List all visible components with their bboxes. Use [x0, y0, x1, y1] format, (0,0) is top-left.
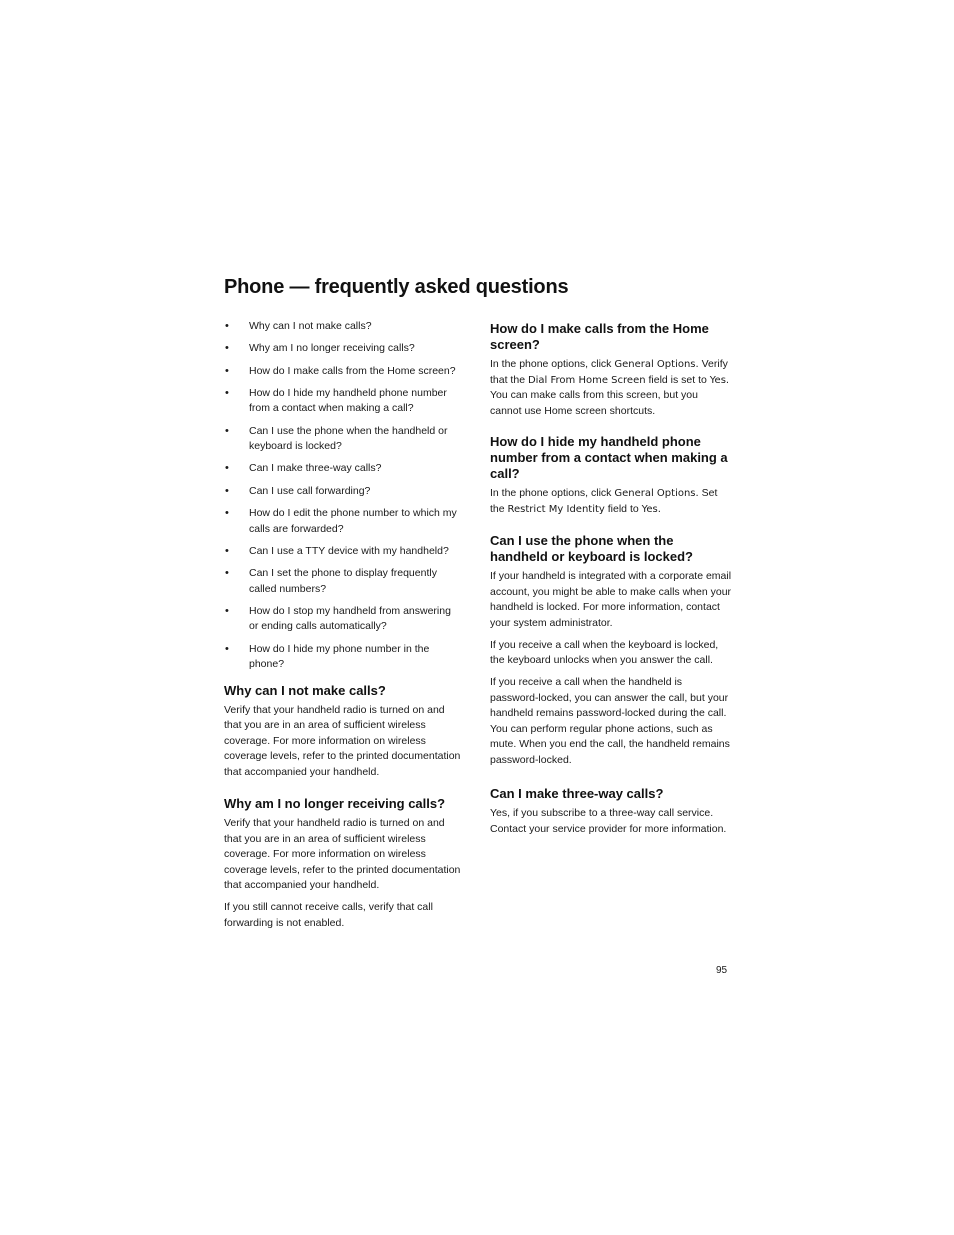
- question-text: Why can I not make calls?: [249, 320, 372, 332]
- section-paragraph: Verify that your handheld radio is turned on and that you are in an area of sufficient wireless coverage. For more information on wireless coverage levels, refer to the printed documentation that accompanied your handheld.: [224, 703, 461, 778]
- section-heading: Why can I not make calls?: [224, 682, 386, 698]
- list-item: [224, 506, 462, 537]
- list-item: [224, 566, 462, 597]
- section-heading: Can I use the phone when the handheld or keyboard is locked?: [490, 533, 693, 564]
- question-text: Can I use a TTY device with my handheld?: [249, 544, 449, 557]
- ui-term-general-options: General Options.: [614, 359, 699, 370]
- question-text: How do I edit the phone number to which my calls are forwarded?: [249, 507, 457, 535]
- question-text: How do I hide my phone number in the phone?: [249, 642, 430, 671]
- ui-term-restrict-my-identity: Restrict My Identity: [507, 503, 605, 515]
- paragraph-text: Verify that the: [490, 358, 728, 386]
- list-item: [224, 424, 462, 455]
- bullet-icon: •: [225, 462, 229, 475]
- list-item: [224, 386, 462, 417]
- bullet-icon: •: [225, 320, 229, 332]
- ui-term-yes: Yes.: [641, 503, 661, 515]
- section-paragraph: Verify that your handheld radio is turned on and that you are in an area of sufficient wireless coverage. For more information on wireless coverage levels, refer to the printed documentation that accompanied your handheld.: [224, 817, 461, 892]
- question-text: Can I use call forwarding?: [249, 484, 371, 497]
- list-item: [224, 604, 462, 635]
- section-hide-number-contact: [490, 434, 732, 517]
- bullet-icon: •: [225, 567, 229, 580]
- section-not-receiving-calls: [224, 796, 462, 931]
- bullet-icon: •: [225, 507, 229, 520]
- bullet-icon: •: [225, 364, 229, 377]
- paragraph-text: You can make calls from this screen, but you cannot use Home screen shortcuts.: [490, 389, 698, 417]
- section-cannot-make-calls: [224, 683, 462, 781]
- section-three-way: [490, 786, 732, 837]
- bullet-icon: •: [225, 604, 229, 617]
- list-item: [224, 642, 462, 673]
- question-text: Why am I no longer receiving calls?: [249, 342, 415, 355]
- paragraph-text: In the phone options, click: [490, 358, 615, 370]
- list-item: [224, 341, 462, 357]
- section-paragraph: [490, 357, 732, 419]
- list-item: [224, 484, 462, 500]
- section-paragraph: If you still cannot receive calls, verify that call forwarding is not enabled.: [224, 901, 433, 929]
- section-heading: How do I hide my handheld phone number from a contact when making a call?: [490, 434, 728, 481]
- list-item: [224, 319, 462, 335]
- section-heading: Why am I no longer receiving calls?: [224, 796, 446, 812]
- section-heading: How do I make calls from the Home screen?: [490, 321, 709, 352]
- page-number: 95: [716, 965, 728, 976]
- faq-question-list: [224, 319, 462, 673]
- bullet-icon: •: [225, 386, 229, 399]
- bullet-icon: •: [225, 424, 229, 437]
- bullet-icon: •: [225, 342, 229, 355]
- paragraph-text: Set the: [490, 487, 718, 515]
- section-paragraph: If you receive a call when the keyboard is locked, the keyboard unlocks when you answer the call.: [490, 638, 719, 666]
- ui-term-yes: Yes.: [709, 374, 730, 386]
- ui-term-dial-from-home-screen: Dial From Home Screen: [527, 374, 646, 386]
- paragraph-text: field is set to: [645, 373, 710, 386]
- bullet-icon: •: [225, 484, 229, 497]
- question-text: Can I make three-way calls?: [249, 462, 382, 475]
- section-paragraph: If you receive a call when the handheld is password-locked, you can answer the call, but your handheld remains password-locked during the call. You can perform regular phone actions, such as mute. When you end the call, the handheld remains password-locked.: [490, 676, 730, 766]
- paragraph-text: In the phone options, click: [490, 487, 615, 499]
- page-title: Phone — frequently asked questions: [224, 276, 569, 298]
- question-text: Can I set the phone to display frequently called numbers?: [249, 567, 437, 595]
- question-text: How do I stop my handheld from answering or ending calls automatically?: [249, 604, 451, 633]
- list-item: [224, 364, 462, 380]
- left-column: [224, 319, 462, 938]
- question-text: How do I make calls from the Home screen?: [249, 364, 456, 377]
- section-paragraph: If your handheld is integrated with a corporate email account, you might be able to make calls when your handheld is locked. For more information, contact your system administrator.: [490, 570, 732, 629]
- list-item: [224, 544, 462, 560]
- question-text: Can I use the phone when the handheld or keyboard is locked?: [249, 424, 448, 453]
- right-column: [490, 321, 732, 844]
- section-paragraph: Yes, if you subscribe to a three-way call service. Contact your service provider for more information.: [490, 807, 727, 835]
- section-home-screen-calls: [490, 321, 732, 419]
- list-item: [224, 461, 462, 477]
- section-heading: Can I make three-way calls?: [490, 786, 664, 801]
- ui-term-general-options: General Options.: [614, 488, 699, 499]
- question-text: How do I hide my handheld phone number from a contact when making a call?: [249, 386, 447, 415]
- bullet-icon: •: [225, 642, 229, 655]
- bullet-icon: •: [225, 544, 229, 557]
- paragraph-text: field to: [604, 502, 642, 515]
- section-locked-use: [490, 533, 732, 768]
- section-paragraph: [490, 486, 732, 517]
